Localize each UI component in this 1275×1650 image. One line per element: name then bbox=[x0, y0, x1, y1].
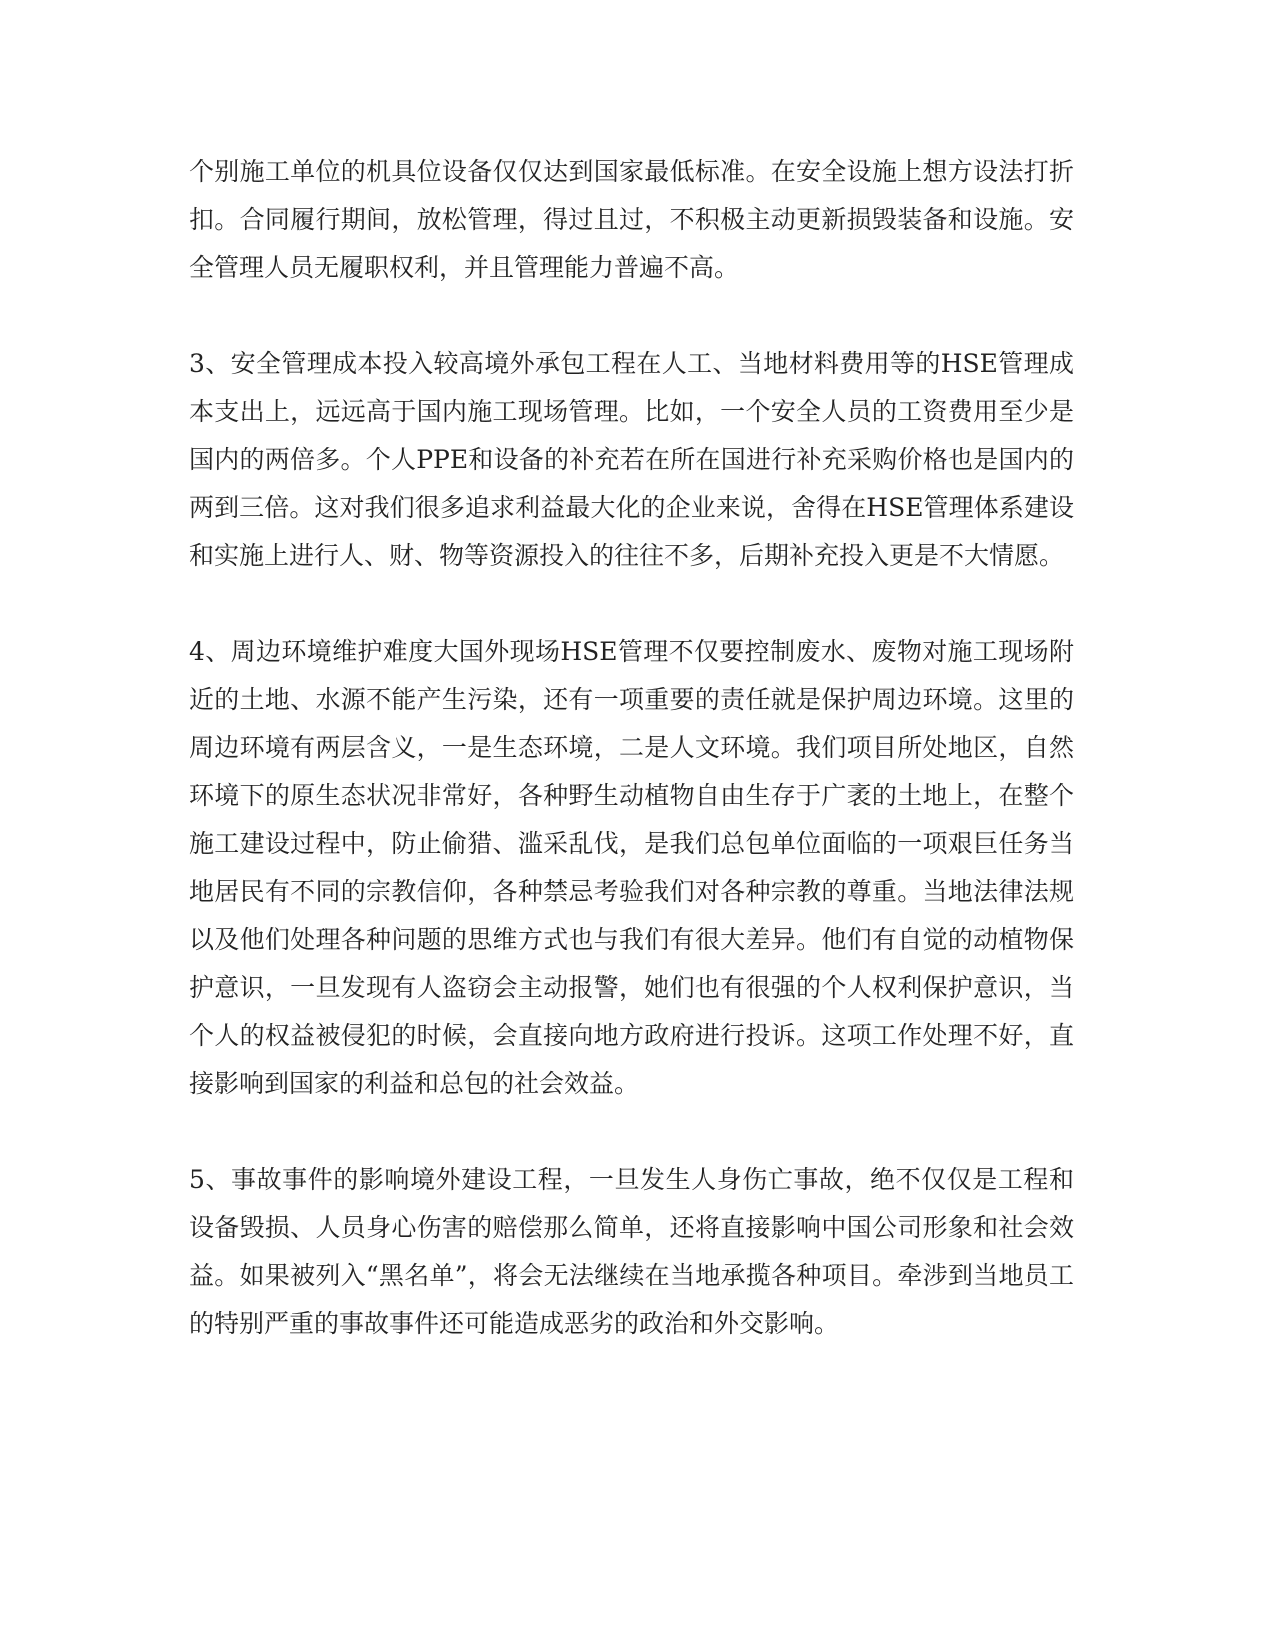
document-body bbox=[189, 148, 1074, 1396]
paragraph-equipment-standards: 个别施工单位的机具位设备仅仅达到国家最低标准。在安全设施上想方设法打折扣。合同履行期间，放松管理，得过且过，不积极主动更新损毁装备和设施。安全管理人员无履职权利，并且管理能力普遍不高。 bbox=[189, 157, 1074, 282]
paragraph-environment: 4、周边环境维护难度大国外现场HSE管理不仅要控制废水、废物对施工现场附近的土地、水源不能产生污染，还有一项重要的责任就是保护周边环境。这里的周边环境有两层含义，一是生态环境，二是人文环境。我们项目所处地区，自然环境下的原生态状况非常好，各种野生动植物自由生存于广袤的土地上，在整个施工建设过程中，防止偷猎、滥采乱伐，是我们总包单位面临的一项艰巨任务当地居民有不同的宗教信仰，各种禁忌考验我们对各种宗教的尊重。当地法律法规以及他们处理各种问题的思维方式也与我们有很大差异。他们有自觉的动植物保护意识，一旦发现有人盗窃会主动报警，她们也有很强的个人权利保护意识，当个人的权益被侵犯的时候，会直接向地方政府进行投诉。这项工作处理不好，直接影响到国家的利益和总包的社会效益。 bbox=[189, 637, 1074, 1098]
paragraph-accident-impact: 5、事故事件的影响境外建设工程，一旦发生人身伤亡事故，绝不仅仅是工程和设备毁损、人员身心伤害的赔偿那么简单，还将直接影响中国公司形象和社会效益。如果被列入“黑名单”，将会无法继续在当地承揽各种项目。牵涉到当地员工的特别严重的事故事件还可能造成恶劣的政治和外交影响。 bbox=[189, 1165, 1074, 1338]
paragraph-safety-cost: 3、安全管理成本投入较高境外承包工程在人工、当地材料费用等的HSE管理成本支出上，远远高于国内施工现场管理。比如，一个安全人员的工资费用至少是国内的两倍多。个人PPE和设备的补充若在所在国进行补充采购价格也是国内的两到三倍。这对我们很多追求利益最大化的企业来说，舍得在HSE管理体系建设和实施上进行人、财、物等资源投入的往往不多，后期补充投入更是不大情愿。 bbox=[189, 349, 1074, 570]
